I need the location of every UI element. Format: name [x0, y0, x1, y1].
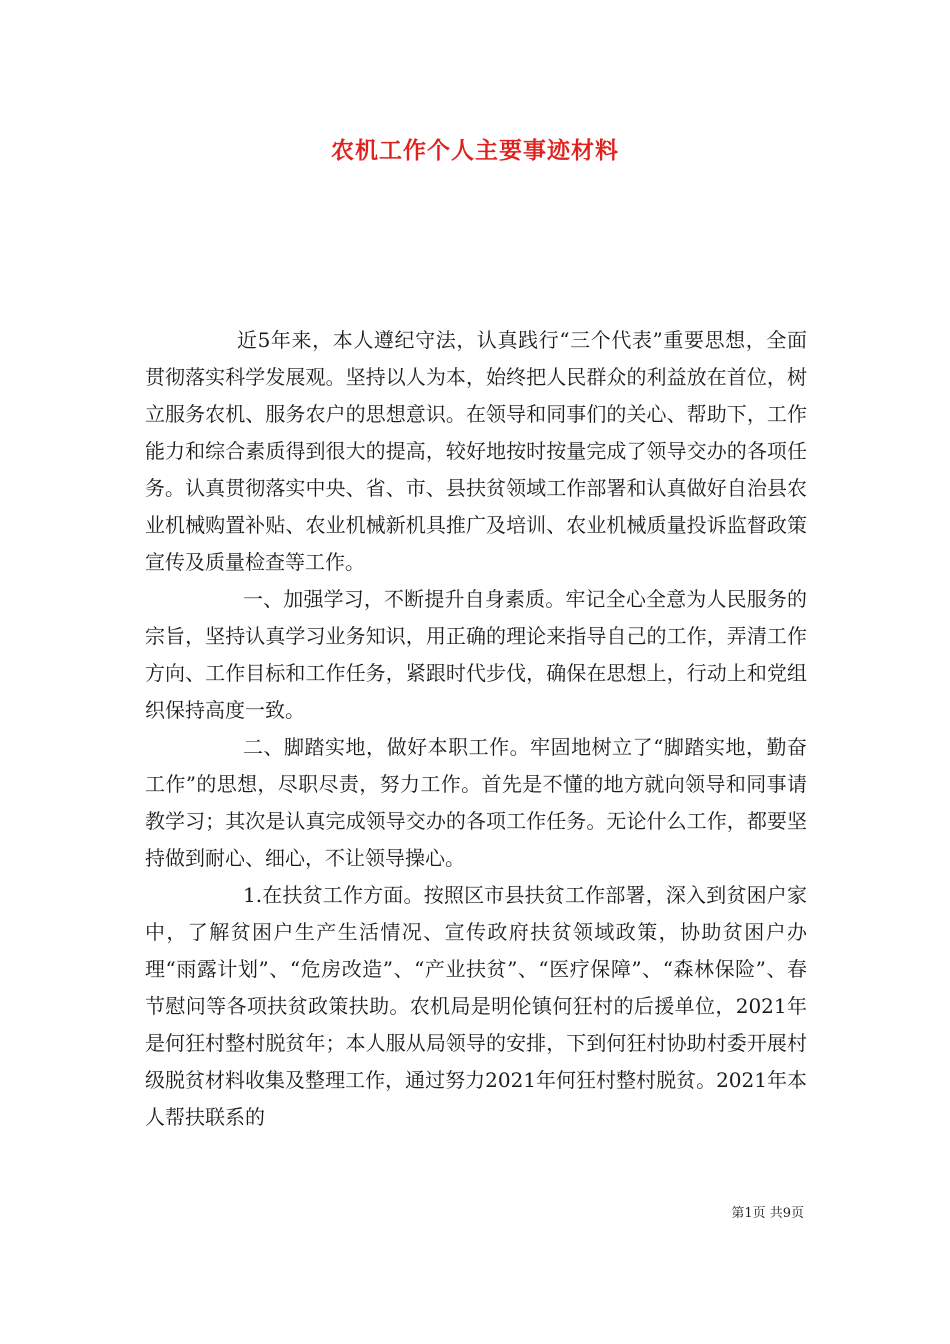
paragraph-poverty-work: 1.在扶贫工作方面。按照区市县扶贫工作部署，深入到贫困户家中，了解贫困户生产生活情况、宣传政府扶贫领域政策，协助贫困户办理“雨露计划”、“危房改造”、“产业扶贫”、“医疗保障”、“森林保险”、春节慰问等各项扶贫政策扶助。农机局是明伦镇何狂村的后援单位，2021年是何狂村整村脱贫年；本人服从局领导的安排，下到何狂村协助村委开展村级脱贫材料收集及整理工作，通过努力2021年何狂村整村脱贫。2021年本人帮扶联系的: [145, 883, 807, 1129]
paragraph-intro: 近5年来，本人遵纪守法，认真践行“三个代表”重要思想，全面贯彻落实科学发展观。坚持以人为本，始终把人民群众的利益放在首位，树立服务农机、服务农户的思想意识。在领导和同事们的关心、帮助下，工作能力和综合素质得到很大的提高，较好地按时按量完成了领导交办的各项任务。认真贯彻落实中央、省、市、县扶贫领域工作部署和认真做好自治县农业机械购置补贴、农业机械新机具推广及培训、农业机械质量投诉监督政策宣传及质量检查等工作。: [145, 328, 807, 574]
document-body: [145, 322, 807, 1136]
page-number-footer: 第1页 共9页: [731, 1206, 804, 1221]
paragraph-section-2: 二、脚踏实地，做好本职工作。牢固地树立了“脚踏实地，勤奋工作”的思想，尽职尽责，努力工作。首先是不懂的地方就向领导和同事请教学习；其次是认真完成领导交办的各项工作任务。无论什么工作，都要坚持做到耐心、细心，不让领导操心。: [145, 735, 807, 870]
document-title: 农机工作个人主要事迹材料: [331, 137, 619, 164]
paragraph-section-1: 一、加强学习，不断提升自身素质。牢记全心全意为人民服务的宗旨，坚持认真学习业务知识，用正确的理论来指导自己的工作，弄清工作方向、工作目标和工作任务，紧跟时代步伐，确保在思想上，行动上和党组织保持高度一致。: [145, 587, 807, 722]
